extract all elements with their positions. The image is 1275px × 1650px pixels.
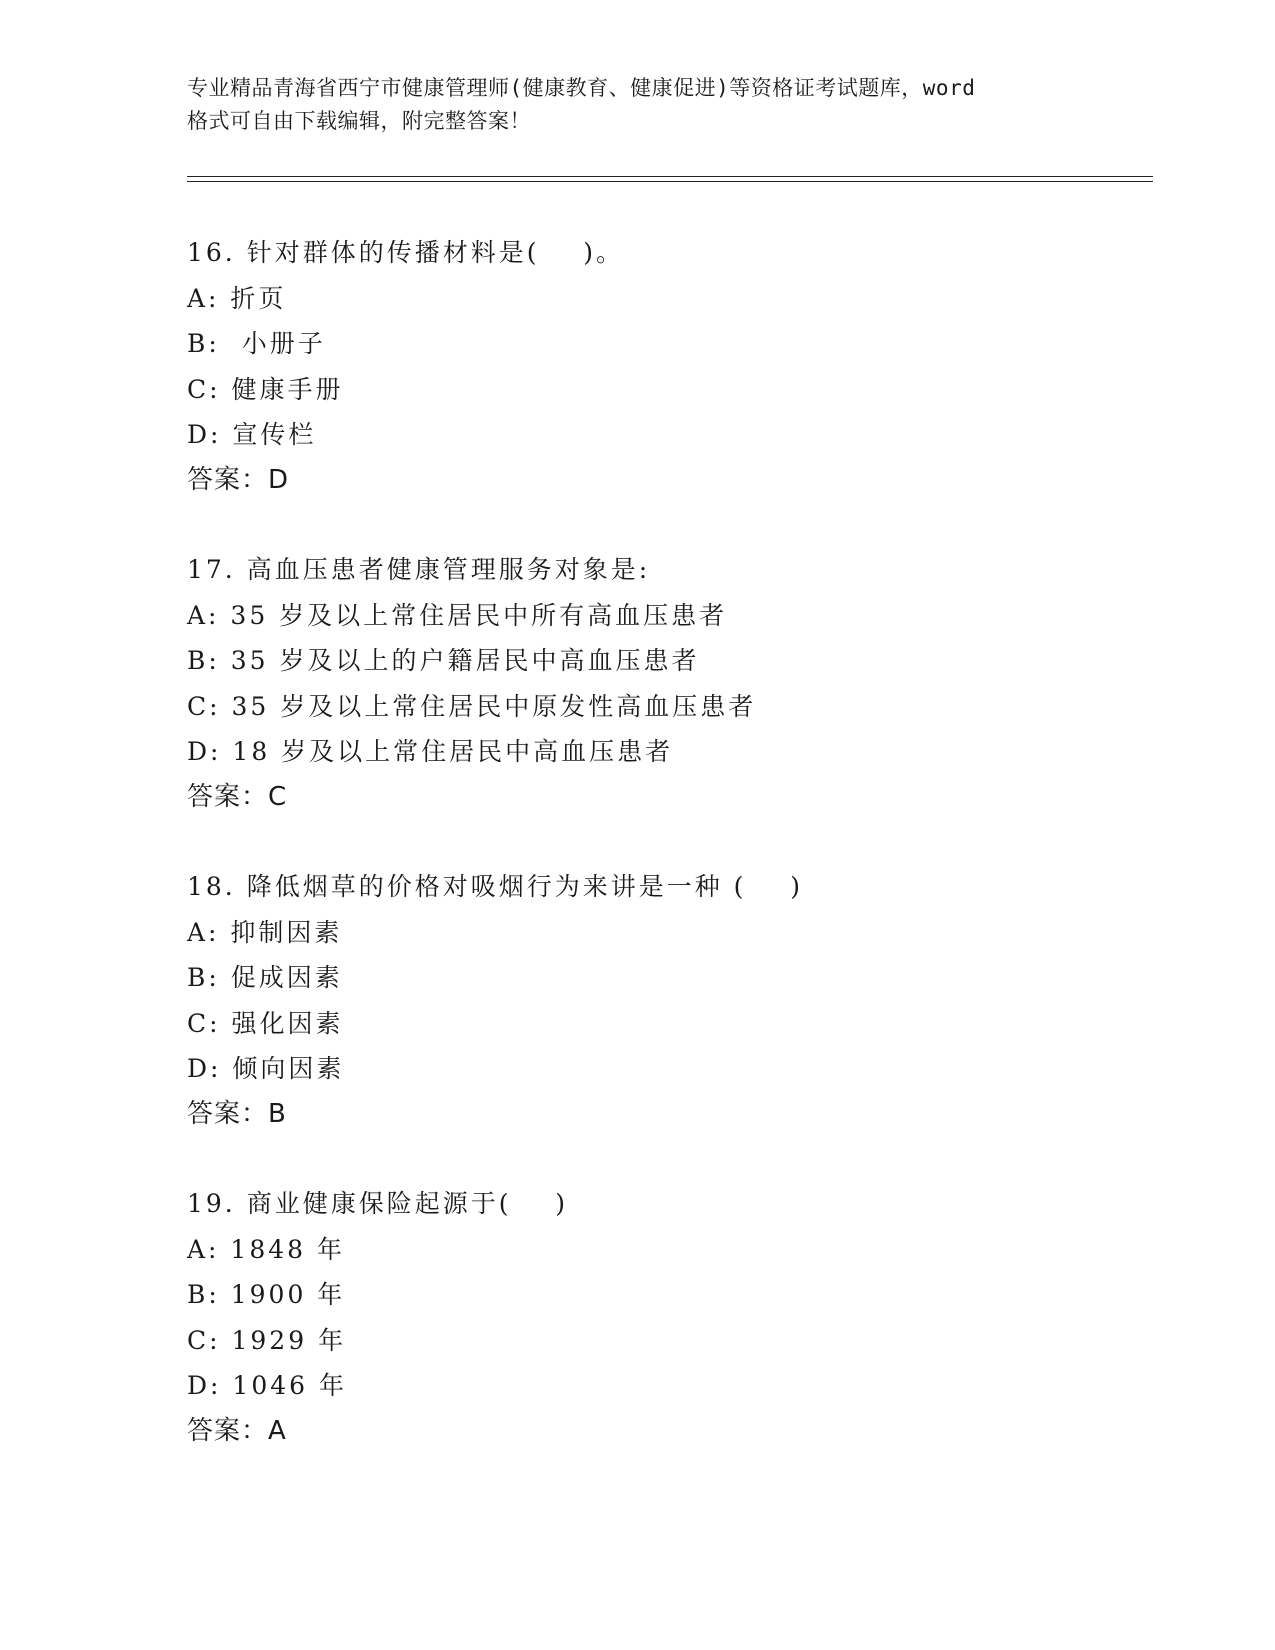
document-header [187,72,1087,138]
option-b: B: 35 岁及以上的户籍居民中高血压患者 [187,646,700,675]
question-16 [187,230,1137,503]
option-c: C: 强化因素 [187,1008,344,1038]
answer: 答案：C [187,781,288,812]
option-c: C: 健康手册 [187,374,344,404]
header-divider-bottom [187,181,1153,182]
question-17 [187,547,1137,820]
option-a: A: 1848 年 [187,1234,345,1264]
header-line-1: 专业精品青海省西宁市健康管理师(健康教育、健康促进)等资格证考试题库，word [187,76,976,100]
header-line-2: 格式可自由下载编辑，附完整答案！ [187,109,531,133]
question-text: 17. 高血压患者健康管理服务对象是: [187,555,651,584]
answer: 答案：B [187,1098,287,1129]
answer: 答案：D [187,464,290,495]
option-b: B: 促成因素 [187,963,343,992]
option-d: D: 18 岁及以上常住居民中高血压患者 [187,737,674,766]
question-text: 18. 降低烟草的价格对吸烟行为来讲是一种 ( ) [187,872,803,901]
question-19 [187,1181,1137,1454]
option-d: D: 1046 年 [187,1371,347,1400]
option-c: C: 1929 年 [187,1325,347,1355]
option-c: C: 35 岁及以上常住居民中原发性高血压患者 [187,691,757,721]
question-text: 19. 商业健康保险起源于( ) [187,1189,568,1218]
option-a: A: 抑制因素 [187,917,343,947]
option-b: B: 小册子 [187,329,326,358]
answer: 答案：A [187,1415,287,1446]
question-text: 16. 针对群体的传播材料是( )。 [187,238,625,267]
option-d: D: 倾向因素 [187,1054,345,1083]
question-18 [187,864,1137,1137]
header-divider-top [187,176,1153,177]
option-a: A: 折页 [187,283,287,313]
option-a: A: 35 岁及以上常住居民中所有高血压患者 [187,600,728,630]
option-b: B: 1900 年 [187,1280,346,1309]
option-d: D: 宣传栏 [187,420,317,449]
